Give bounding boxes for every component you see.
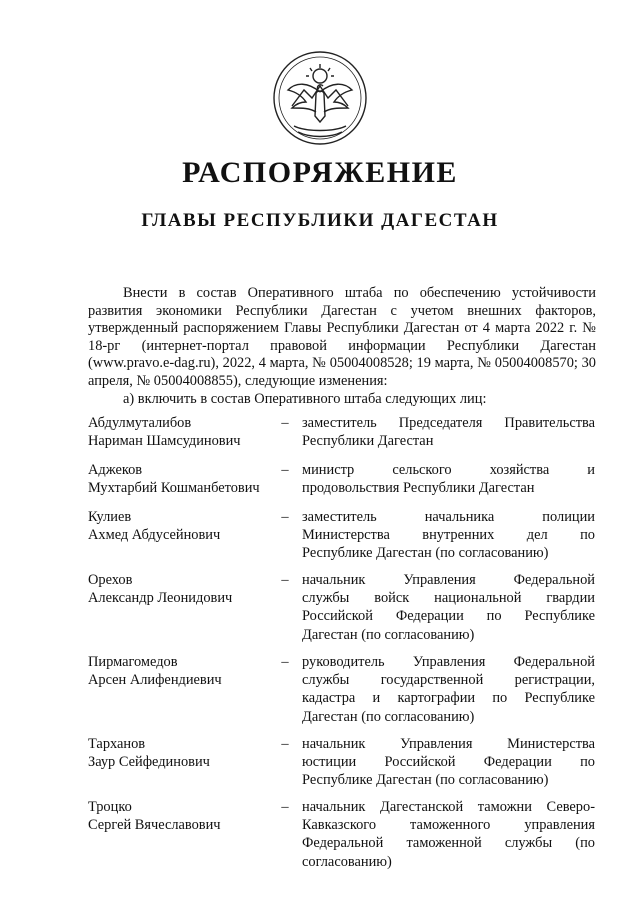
member-position: [302, 653, 595, 726]
member-given-name: Александр Леонидович: [88, 590, 233, 607]
position-line: заместитель начальника полиции: [302, 509, 595, 525]
position-line: начальник Управления Министерства: [302, 736, 595, 752]
member-name: [88, 735, 273, 771]
member-name: [88, 653, 273, 689]
dash: –: [281, 509, 289, 525]
intro-text: [88, 285, 596, 408]
member-position: [302, 414, 595, 450]
member-surname: Кулиев: [88, 509, 132, 525]
position-line: министр сельского хозяйства и: [302, 462, 595, 478]
member-surname: Тарханов: [88, 736, 146, 752]
coat-of-arms-icon: [270, 46, 370, 150]
position-line: Дагестан (по согласованию): [302, 708, 475, 725]
position-line: службы государственной регистрации,: [302, 672, 595, 689]
member-name: [88, 461, 273, 497]
dash: –: [281, 736, 289, 752]
position-line: службы войск национальной гвардии: [302, 590, 595, 607]
position-line: заместитель Председателя Правительства: [302, 415, 595, 431]
document-title: РАСПОРЯЖЕНИЕ: [182, 156, 458, 189]
dash: –: [281, 462, 289, 478]
member-given-name: Нариман Шамсудинович: [88, 433, 241, 450]
intro-paragraph: Внести в состав Оперативного штаба по обеспечению устойчивости развития экономики Республики Дагестан с учетом внешних факторов, утвержденный распоряжением Главы Республики Дагестан от 4 марта 2022 г. № 18-рг (интернет-портал правовой информации Республики Дагестан (www.pravo.e-dag.ru), 2022, 4 марта, № 05004008528; 19 марта, № 05004008570; 30 апреля, № 05004008855), следующие изменения:: [88, 285, 596, 389]
member-name: [88, 508, 273, 544]
member-surname: Орехов: [88, 572, 133, 588]
member-name: [88, 414, 273, 450]
position-line: Министерства внутренних дел по: [302, 527, 595, 544]
member-surname: Абдулмуталибов: [88, 415, 192, 431]
member-given-name: Арсен Алифендиевич: [88, 672, 222, 689]
member-surname: Троцко: [88, 799, 132, 815]
position-line: Республики Дагестан: [302, 433, 434, 450]
dash: –: [281, 572, 289, 588]
member-given-name: Мухтарбий Кошманбетович: [88, 480, 260, 497]
position-line: начальник Управления Федеральной: [302, 572, 595, 588]
member-position: [302, 735, 595, 790]
position-line: кадастра и картографии по Республике: [302, 690, 595, 707]
position-line: продовольствия Республики Дагестан: [302, 480, 535, 497]
position-line: Российской Федерации по Республике: [302, 608, 595, 625]
position-line: Федеральной таможенной службы (по: [302, 835, 595, 852]
document-subtitle: ГЛАВЫ РЕСПУБЛИКИ ДАГЕСТАН: [141, 210, 499, 231]
member-position: [302, 461, 595, 497]
position-line: юстиции Российской Федерации по: [302, 754, 595, 771]
dash: –: [281, 799, 289, 815]
member-name: [88, 571, 273, 607]
dash: –: [281, 654, 289, 670]
member-given-name: Заур Сейфединович: [88, 754, 210, 771]
member-position: [302, 571, 595, 644]
position-line: Республике Дагестан (по согласованию): [302, 772, 549, 789]
position-line: начальник Дагестанской таможни Северо-: [302, 799, 595, 815]
position-line: Дагестан (по согласованию): [302, 626, 475, 643]
position-line: согласованию): [302, 853, 392, 870]
member-position: [302, 508, 595, 563]
position-line: руководитель Управления Федеральной: [302, 654, 595, 670]
member-surname: Пирмагомедов: [88, 654, 178, 670]
member-name: [88, 798, 273, 834]
member-given-name: Сергей Вячеславович: [88, 817, 221, 834]
item-a: а) включить в состав Оперативного штаба следующих лиц:: [123, 390, 487, 407]
dash: –: [281, 415, 289, 431]
position-line: Республике Дагестан (по согласованию): [302, 545, 549, 562]
member-surname: Аджеков: [88, 462, 143, 478]
member-given-name: Ахмед Абдусейнович: [88, 527, 221, 544]
position-line: Кавказского таможенного управления: [302, 817, 595, 834]
member-position: [302, 798, 595, 871]
